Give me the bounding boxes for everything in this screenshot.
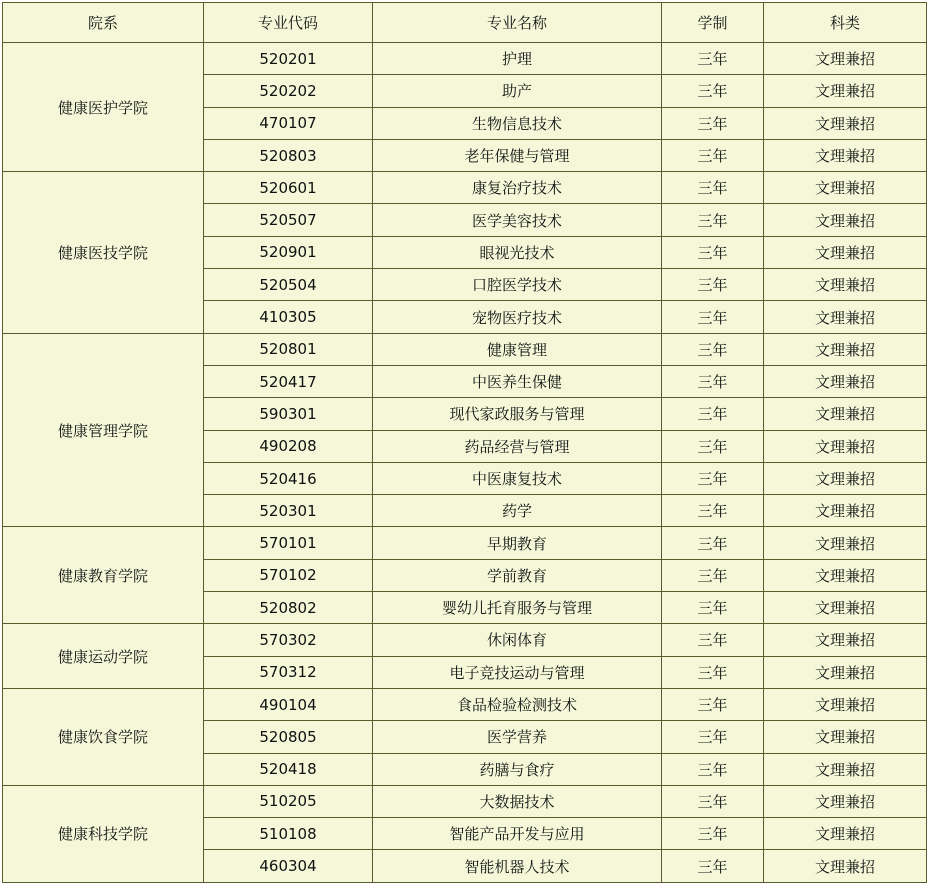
major-code-cell: 520202 bbox=[204, 75, 373, 107]
major-name-cell: 眼视光技术 bbox=[373, 236, 662, 268]
major-code-cell: 520802 bbox=[204, 592, 373, 624]
major-name-cell: 早期教育 bbox=[373, 527, 662, 559]
duration-cell: 三年 bbox=[662, 430, 764, 462]
category-cell: 文理兼招 bbox=[764, 721, 927, 753]
duration-cell: 三年 bbox=[662, 333, 764, 365]
major-code-cell: 520201 bbox=[204, 43, 373, 75]
major-code-cell: 470107 bbox=[204, 107, 373, 139]
major-name-cell: 休闲体育 bbox=[373, 624, 662, 656]
category-cell: 文理兼招 bbox=[764, 269, 927, 301]
major-name-cell: 老年保健与管理 bbox=[373, 139, 662, 171]
major-code-cell: 520901 bbox=[204, 236, 373, 268]
department-cell: 健康饮食学院 bbox=[3, 688, 204, 785]
category-cell: 文理兼招 bbox=[764, 365, 927, 397]
table-row bbox=[3, 43, 927, 75]
major-code-cell: 490208 bbox=[204, 430, 373, 462]
duration-cell: 三年 bbox=[662, 139, 764, 171]
major-name-cell: 药学 bbox=[373, 495, 662, 527]
major-name-cell: 婴幼儿托育服务与管理 bbox=[373, 592, 662, 624]
category-cell: 文理兼招 bbox=[764, 785, 927, 817]
duration-cell: 三年 bbox=[662, 301, 764, 333]
header-duration: 学制 bbox=[662, 3, 764, 43]
major-name-cell: 药品经营与管理 bbox=[373, 430, 662, 462]
category-cell: 文理兼招 bbox=[764, 592, 927, 624]
category-cell: 文理兼招 bbox=[764, 139, 927, 171]
majors-table bbox=[2, 2, 927, 883]
major-name-cell: 生物信息技术 bbox=[373, 107, 662, 139]
major-code-cell: 570312 bbox=[204, 656, 373, 688]
major-name-cell: 医学美容技术 bbox=[373, 204, 662, 236]
header-name: 专业名称 bbox=[373, 3, 662, 43]
major-code-cell: 520803 bbox=[204, 139, 373, 171]
major-code-cell: 520507 bbox=[204, 204, 373, 236]
major-code-cell: 490104 bbox=[204, 688, 373, 720]
category-cell: 文理兼招 bbox=[764, 624, 927, 656]
duration-cell: 三年 bbox=[662, 818, 764, 850]
department-cell: 健康科技学院 bbox=[3, 785, 204, 882]
header-row bbox=[3, 3, 927, 43]
department-cell: 健康教育学院 bbox=[3, 527, 204, 624]
category-cell: 文理兼招 bbox=[764, 398, 927, 430]
category-cell: 文理兼招 bbox=[764, 301, 927, 333]
major-code-cell: 570101 bbox=[204, 527, 373, 559]
header-code: 专业代码 bbox=[204, 3, 373, 43]
duration-cell: 三年 bbox=[662, 75, 764, 107]
duration-cell: 三年 bbox=[662, 624, 764, 656]
major-code-cell: 410305 bbox=[204, 301, 373, 333]
major-code-cell: 510108 bbox=[204, 818, 373, 850]
category-cell: 文理兼招 bbox=[764, 753, 927, 785]
major-name-cell: 口腔医学技术 bbox=[373, 269, 662, 301]
category-cell: 文理兼招 bbox=[764, 107, 927, 139]
duration-cell: 三年 bbox=[662, 172, 764, 204]
major-name-cell: 护理 bbox=[373, 43, 662, 75]
category-cell: 文理兼招 bbox=[764, 236, 927, 268]
category-cell: 文理兼招 bbox=[764, 75, 927, 107]
major-name-cell: 电子竞技运动与管理 bbox=[373, 656, 662, 688]
duration-cell: 三年 bbox=[662, 592, 764, 624]
category-cell: 文理兼招 bbox=[764, 850, 927, 882]
department-cell: 健康运动学院 bbox=[3, 624, 204, 689]
major-code-cell: 510205 bbox=[204, 785, 373, 817]
category-cell: 文理兼招 bbox=[764, 495, 927, 527]
duration-cell: 三年 bbox=[662, 785, 764, 817]
header-category: 科类 bbox=[764, 3, 927, 43]
duration-cell: 三年 bbox=[662, 269, 764, 301]
major-code-cell: 520504 bbox=[204, 269, 373, 301]
table-row bbox=[3, 333, 927, 365]
duration-cell: 三年 bbox=[662, 688, 764, 720]
duration-cell: 三年 bbox=[662, 753, 764, 785]
category-cell: 文理兼招 bbox=[764, 527, 927, 559]
duration-cell: 三年 bbox=[662, 43, 764, 75]
category-cell: 文理兼招 bbox=[764, 430, 927, 462]
major-name-cell: 智能机器人技术 bbox=[373, 850, 662, 882]
major-name-cell: 助产 bbox=[373, 75, 662, 107]
major-name-cell: 中医康复技术 bbox=[373, 462, 662, 494]
duration-cell: 三年 bbox=[662, 559, 764, 591]
category-cell: 文理兼招 bbox=[764, 462, 927, 494]
major-code-cell: 570302 bbox=[204, 624, 373, 656]
duration-cell: 三年 bbox=[662, 204, 764, 236]
duration-cell: 三年 bbox=[662, 365, 764, 397]
duration-cell: 三年 bbox=[662, 721, 764, 753]
major-name-cell: 智能产品开发与应用 bbox=[373, 818, 662, 850]
category-cell: 文理兼招 bbox=[764, 333, 927, 365]
category-cell: 文理兼招 bbox=[764, 656, 927, 688]
category-cell: 文理兼招 bbox=[764, 818, 927, 850]
major-code-cell: 590301 bbox=[204, 398, 373, 430]
category-cell: 文理兼招 bbox=[764, 559, 927, 591]
category-cell: 文理兼招 bbox=[764, 172, 927, 204]
duration-cell: 三年 bbox=[662, 107, 764, 139]
header-department: 院系 bbox=[3, 3, 204, 43]
category-cell: 文理兼招 bbox=[764, 204, 927, 236]
major-name-cell: 医学营养 bbox=[373, 721, 662, 753]
major-code-cell: 520805 bbox=[204, 721, 373, 753]
major-name-cell: 学前教育 bbox=[373, 559, 662, 591]
major-code-cell: 570102 bbox=[204, 559, 373, 591]
major-name-cell: 宠物医疗技术 bbox=[373, 301, 662, 333]
table-body bbox=[3, 43, 927, 883]
department-cell: 健康医技学院 bbox=[3, 172, 204, 333]
major-code-cell: 520601 bbox=[204, 172, 373, 204]
major-name-cell: 现代家政服务与管理 bbox=[373, 398, 662, 430]
duration-cell: 三年 bbox=[662, 656, 764, 688]
table-row bbox=[3, 688, 927, 720]
table-row bbox=[3, 172, 927, 204]
major-name-cell: 大数据技术 bbox=[373, 785, 662, 817]
major-code-cell: 520417 bbox=[204, 365, 373, 397]
major-name-cell: 食品检验检测技术 bbox=[373, 688, 662, 720]
major-code-cell: 520418 bbox=[204, 753, 373, 785]
table-row bbox=[3, 527, 927, 559]
major-name-cell: 药膳与食疗 bbox=[373, 753, 662, 785]
table-row bbox=[3, 785, 927, 817]
duration-cell: 三年 bbox=[662, 236, 764, 268]
major-name-cell: 中医养生保健 bbox=[373, 365, 662, 397]
department-cell: 健康管理学院 bbox=[3, 333, 204, 527]
category-cell: 文理兼招 bbox=[764, 688, 927, 720]
duration-cell: 三年 bbox=[662, 495, 764, 527]
duration-cell: 三年 bbox=[662, 398, 764, 430]
major-name-cell: 健康管理 bbox=[373, 333, 662, 365]
major-code-cell: 520416 bbox=[204, 462, 373, 494]
duration-cell: 三年 bbox=[662, 527, 764, 559]
major-name-cell: 康复治疗技术 bbox=[373, 172, 662, 204]
major-code-cell: 520301 bbox=[204, 495, 373, 527]
major-code-cell: 460304 bbox=[204, 850, 373, 882]
department-cell: 健康医护学院 bbox=[3, 43, 204, 172]
major-code-cell: 520801 bbox=[204, 333, 373, 365]
duration-cell: 三年 bbox=[662, 850, 764, 882]
duration-cell: 三年 bbox=[662, 462, 764, 494]
table-row bbox=[3, 624, 927, 656]
category-cell: 文理兼招 bbox=[764, 43, 927, 75]
